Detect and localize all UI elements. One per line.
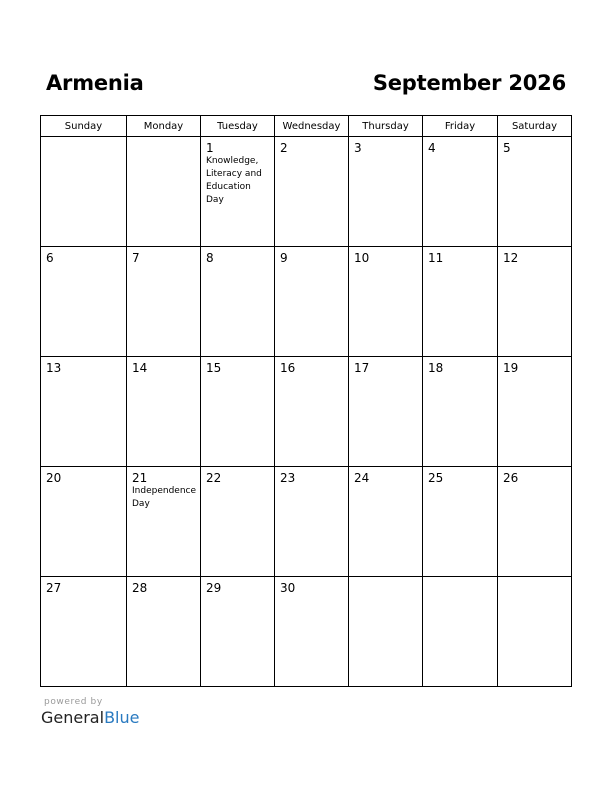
day-cell — [127, 467, 201, 577]
empty-day-cell — [127, 137, 201, 247]
day-number: 3 — [354, 141, 362, 155]
week-row — [41, 467, 572, 577]
day-cell — [201, 247, 275, 357]
weekday-header-row — [41, 116, 572, 137]
generalblue-logo — [41, 708, 139, 727]
week-row — [41, 247, 572, 357]
weekday-header: Wednesday — [275, 116, 349, 137]
day-cell — [275, 247, 349, 357]
day-cell — [275, 577, 349, 687]
day-number: 1 — [206, 141, 214, 155]
day-cell — [275, 357, 349, 467]
day-number: 20 — [46, 471, 62, 485]
day-number: 19 — [503, 361, 519, 375]
day-cell — [127, 247, 201, 357]
day-cell — [41, 357, 127, 467]
day-number: 28 — [132, 581, 148, 595]
powered-by-text: powered by — [44, 697, 103, 707]
calendar-grid — [40, 115, 572, 687]
weekday-header: Sunday — [41, 116, 127, 137]
holiday-label: Knowledge, Literacy and Education Day — [206, 156, 262, 205]
day-number: 21 — [132, 471, 148, 485]
day-cell — [349, 137, 423, 247]
day-number: 5 — [503, 141, 511, 155]
day-cell — [41, 247, 127, 357]
day-number: 15 — [206, 361, 222, 375]
day-cell — [498, 137, 572, 247]
country-title: Armenia — [46, 71, 144, 95]
weekday-header: Thursday — [349, 116, 423, 137]
day-cell — [349, 247, 423, 357]
day-number: 2 — [280, 141, 288, 155]
day-cell — [201, 137, 275, 247]
day-cell — [349, 467, 423, 577]
weekday-header: Monday — [127, 116, 201, 137]
day-cell — [498, 357, 572, 467]
day-cell — [423, 247, 498, 357]
weekday-header: Tuesday — [201, 116, 275, 137]
weekday-header: Friday — [423, 116, 498, 137]
day-number: 6 — [46, 251, 54, 265]
day-number: 30 — [280, 581, 296, 595]
day-number: 18 — [428, 361, 444, 375]
day-number: 8 — [206, 251, 214, 265]
empty-day-cell — [41, 137, 127, 247]
empty-day-cell — [498, 577, 572, 687]
day-number: 29 — [206, 581, 222, 595]
day-number: 17 — [354, 361, 370, 375]
day-number: 24 — [354, 471, 370, 485]
day-cell — [498, 247, 572, 357]
day-number: 25 — [428, 471, 444, 485]
weekday-header: Saturday — [498, 116, 572, 137]
day-number: 10 — [354, 251, 370, 265]
day-cell — [41, 577, 127, 687]
day-number: 16 — [280, 361, 296, 375]
day-number: 22 — [206, 471, 222, 485]
day-cell — [349, 357, 423, 467]
day-number: 12 — [503, 251, 519, 265]
day-cell — [127, 577, 201, 687]
brand-blue: Blue — [104, 708, 140, 727]
day-number: 11 — [428, 251, 444, 265]
brand-general: General — [41, 708, 105, 727]
day-cell — [423, 357, 498, 467]
day-number: 13 — [46, 361, 62, 375]
day-number: 7 — [132, 251, 140, 265]
day-number: 9 — [280, 251, 288, 265]
month-year-title: September 2026 — [372, 71, 566, 95]
week-row — [41, 357, 572, 467]
day-number: 27 — [46, 581, 62, 595]
day-cell — [275, 467, 349, 577]
empty-day-cell — [423, 577, 498, 687]
day-number: 4 — [428, 141, 436, 155]
week-row — [41, 577, 572, 687]
day-cell — [201, 357, 275, 467]
day-number: 26 — [503, 471, 519, 485]
week-row — [41, 137, 572, 247]
holiday-label: Independence Day — [132, 486, 197, 509]
day-cell — [201, 577, 275, 687]
day-cell — [127, 357, 201, 467]
day-cell — [275, 137, 349, 247]
day-cell — [498, 467, 572, 577]
day-number: 23 — [280, 471, 296, 485]
empty-day-cell — [349, 577, 423, 687]
day-cell — [201, 467, 275, 577]
day-cell — [423, 137, 498, 247]
day-cell — [423, 467, 498, 577]
day-number: 14 — [132, 361, 148, 375]
day-cell — [41, 467, 127, 577]
